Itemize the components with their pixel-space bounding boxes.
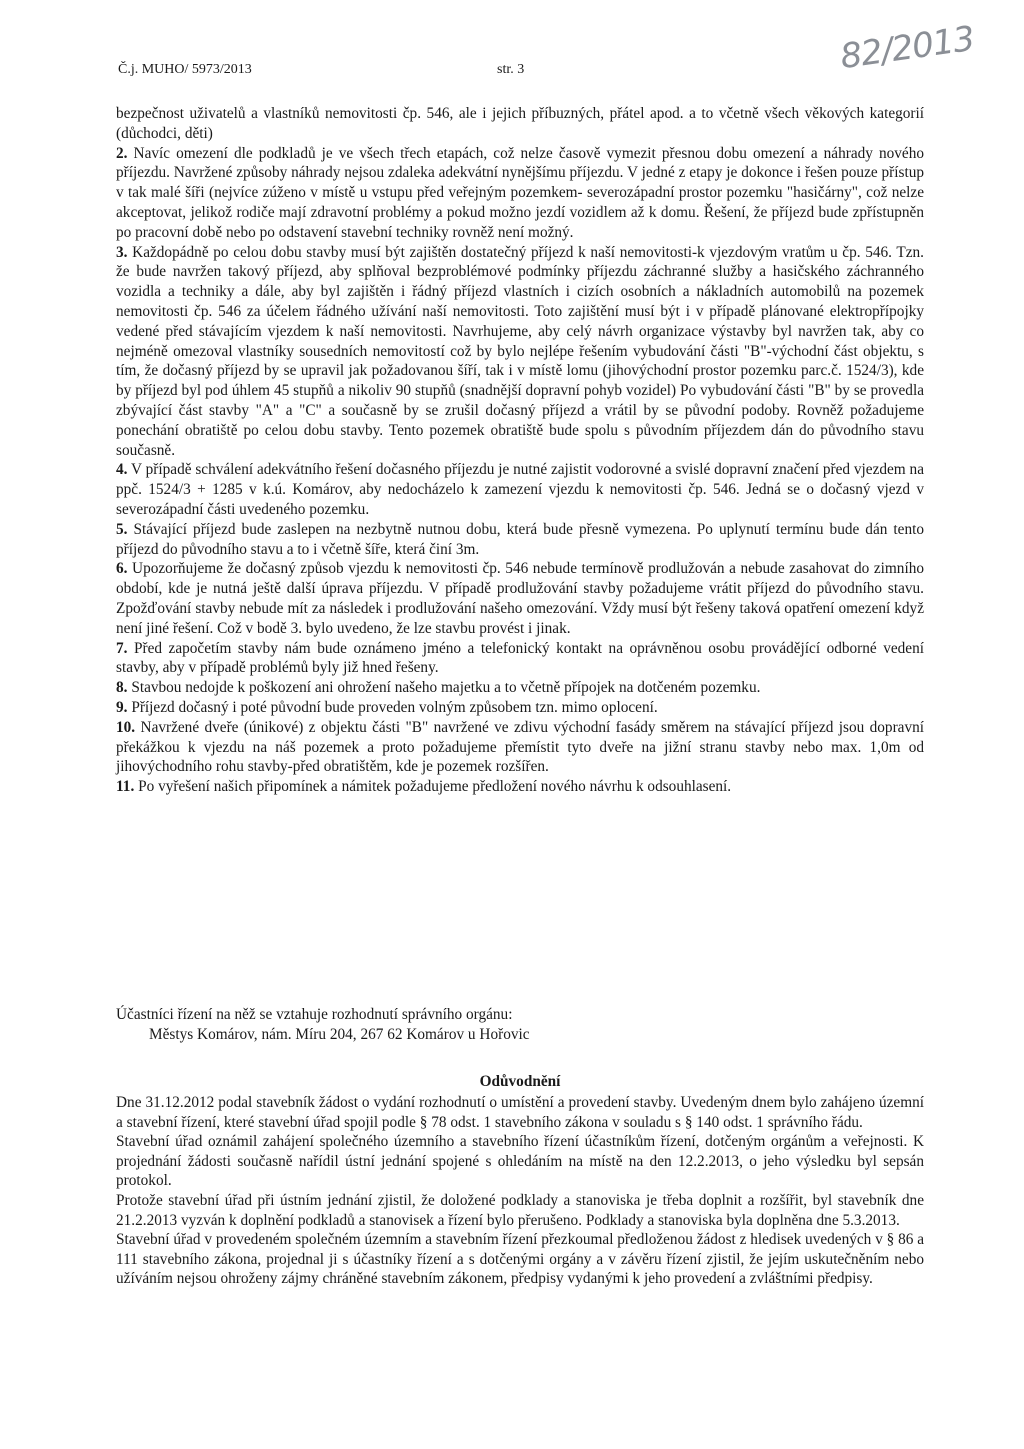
objection-paragraph: 10. Navržené dveře (únikové) z objektu části "B" navržené ve zdivu východní fasády směrem na stávající příjezd jsou dopravní překážkou k vjezdu na náš pozemek a proto požadujeme přemístit tyto dveře na jižní stranu stavby nebo max. 1,0m od jihovýchodního rohu stavby-před obratištěm, kde je pozemek rozšířen. [116,718,925,776]
parties-label: Účastníci řízení na něž se vztahuje rozhodnutí správního orgánu: [116,1006,513,1023]
objection-paragraph: 8. Stavbou nedojde k poškození ani ohrožení našeho majetku a to včetně přípojek na dotčeném pozemku. [116,679,761,697]
party-entry: Městys Komárov, nám. Míru 204, 267 62 Komárov u Hořovic [149,1026,530,1043]
objection-paragraph: 7. Před započetím stavby nám bude oznámeno jméno a telefonický kontakt na oprávněnou osobu provádějící odborné vedení stavby, aby v případě problémů byly již hned řešeny. [116,639,924,677]
objection-paragraph: 9. Příjezd dočasný i poté původní bude proveden volným způsobem tzn. mimo oplocení. [116,698,658,716]
reasoning-section [116,1093,924,1289]
reference-number: Č.j. MUHO/ 5973/2013 [118,62,252,77]
objection-paragraph: 5. Stávající příjezd bude zaslepen na nezbytně nutnou dobu, která bude přesně vymezena. Po uplynutí termínu bude dán tento příjezd do původního stavu a to i včetně šíře, která činí 3m. [116,520,924,558]
objection-paragraph: 3. Každopádně po celou dobu stavby musí být zajištěn dostatečný příjezd k naší nemovitosti-k vjezdovým vratům u čp. 546. Tzn. že bude navržen takový příjezd, aby splňoval bezproblémové podmínky příjezdu záchranné služby a hasičského záchranného vozidla a techniky a dále, aby byl zajištěn i řádný příjezd vlastních i cizích osobních a nákladních automobilů na pozemek nemovitosti čp. 546 za účelem řádného užívání naší nemovitosti. Toto zajištění musí být i v případě plánované elektropřípojky vedené před stávajícím vjezdem k naší nemovitosti. Navrhujeme, aby celý návrh organizace výstavby byl navržen tak, aby co nejméně omezoval vlastníky sousedních nemovitostí což by bylo nejlépe řešením vybudování části "B"-východní část objektu, s tím, že dočasný příjezd by se upravil jak požadovanou šíří, tak i v místě lomu (jihovýchodní prostor pozemku parc.č. 1524/3), kde by příjezd byl pod úhlem 45 stupňů a nikoliv 90 stupňů (snadnější dopravní pohyb vozidel) Po vybudování části "B" by se provedla zbývající část stavby "A" a "C" a současně by se zrušil dočasný příjezd a vrátil by se původní podoby. Rovněž požadujeme ponechání obratiště po celou dobu stavby. Tento pozemek obratiště bude spolu s původním příjezdem dán do původního stavu současně. [116,243,924,459]
reasoning-paragraph: Dne 31.12.2012 podal stavebník žádost o vydání rozhodnutí o umístění a provedení stavby. Uvedeným dnem bylo zahájeno územní a stavební řízení, které stavební úřad spojil podle § 78 odst. 1 stavebního zákona v souladu s § 140 odst. 1 správního řádu. [116,1094,924,1131]
reasoning-paragraph: Protože stavební úřad při ústním jednání zjistil, že doložené podklady a stanoviska je třeba doplnit a rozšířit, byl stavebník dne 21.2.2013 vyzván k doplnění podkladů a stanovisek a řízení bylo přerušeno. Podklady a stanoviska byla doplněna dne 5.3.2013. [116,1191,924,1229]
objection-paragraph: 6. Upozorňujeme že dočasný způsob vjezdu k nemovitosti čp. 546 nebude termínově prodlužován a nebude zasahovat do zimního období, kde je nutná ještě další úprava příjezdu. V případě prodlužování stavby požadujeme vrátit příjezd do původního stavu. Zpožďování stavby nebude mít za následek i prodlužování našeho omezování. Vždy musí být řešeny taková opatření omezení když není jiné řešení. Což v bodě 3. bylo uvedeno, že lze stavbu provést i jinak. [116,560,925,637]
objection-paragraph: 2. Navíc omezení dle podkladů je ve všech třech etapách, což nelze časově vymezit přesnou dobu omezení a náhrady nového příjezdu. Navržené způsoby náhrady nejsou zdaleka adekvátní nynějšímu příjezdu. V jedné z etapy je dokonce i řešen pouze přístup v tak malé šíři (nejvíce zúženo v místě u vstupu před veřejným pozemkem- severozápadní prostor pozemku "hasičárny", což nelze akceptovat, jelikož rodiče mají zdravotní problémy a pokud možno jezdí vozidlem až k domu. Řešení, že příjezd bude zpřístupněn po pracovní době nebo po odstavení stavební techniky rovněž není možný. [116,144,924,241]
parties-section [116,1005,924,1045]
objection-paragraph: bezpečnost uživatelů a vlastníků nemovitosti čp. 546, ale i jejich příbuzných, přátel apod. a to včetně všech věkových kategorií (důchodci, děti) [116,105,924,142]
objection-paragraph: 4. V případě schválení adekvátního řešení dočasného příjezdu je nutné zajistit vodorovné a svislé dopravní značení před vjezdem na ppč. 1524/3 + 1285 v k.ú. Komárov, aby nedocházelo k zamezení vjezdu k nemovitosti čp. 546. Jedná se o dočasný vjezd v severozápadní části uvedeného pozemku. [116,461,924,518]
reasoning-heading: Odůvodnění [479,1073,561,1090]
handwritten-note: 82/2013 [837,18,977,78]
page-number: str. 3 [497,62,525,77]
objection-paragraph: 11. Po vyřešení našich připomínek a námitek požadujeme předložení nového návrhu k odsouhlasení. [116,778,732,796]
objections-list [116,104,924,797]
reasoning-paragraph: Stavební úřad oznámil zahájení společného územního a stavebního řízení účastníkům řízení, dotčeným orgánům a veřejnosti. K projednání žádosti současně nařídil ústní jednání spojené s ohledáním na místě na den 12.2.2013, o jeho výsledku byl sepsán protokol. [116,1133,924,1190]
reasoning-paragraph: Stavební úřad v provedeném společném územním a stavebním řízení přezkoumal předloženou žádost z hledisek uvedených v § 86 a 111 stavebního zákona, projednal ji s účastníky řízení a s dotčenými orgány a v závěru řízení zjistil, že jejím uskutečněním nebo užíváním nejsou ohroženy zájmy chráněné stavebním zákonem, předpisy vydanými k jeho provedení a zvláštními předpisy. [116,1231,924,1288]
